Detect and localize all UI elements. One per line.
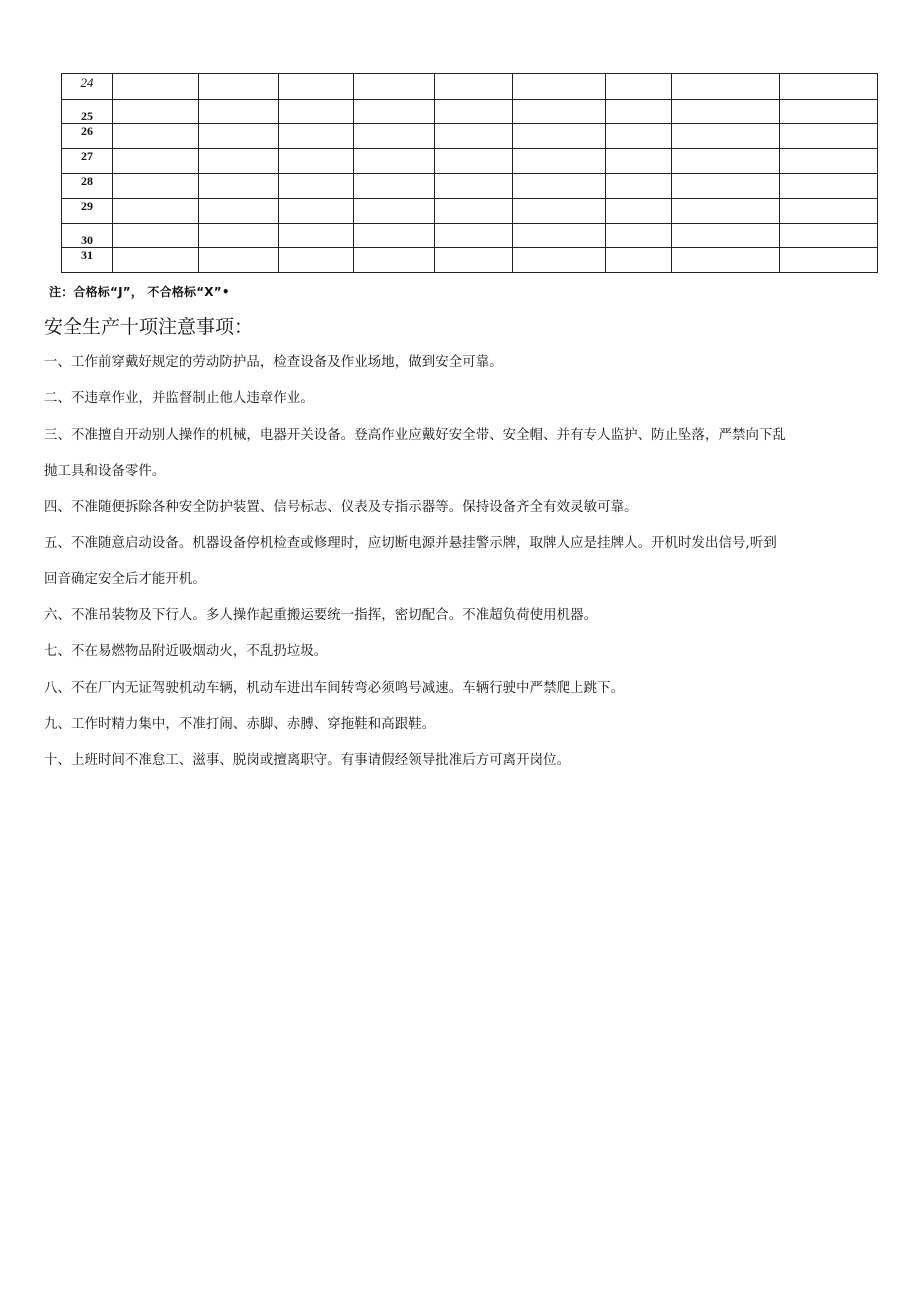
rule-item-4: 四、不准随便拆除各种安全防护装置、信号标志、仪表及专指示器等。保持设备齐全有效灵敏可靠。 — [44, 500, 638, 515]
table-cell — [606, 174, 672, 199]
table-cell — [113, 199, 199, 224]
table-cell — [672, 199, 780, 224]
table-row — [62, 174, 878, 199]
row-number: 25 — [62, 100, 113, 124]
table-cell — [672, 174, 780, 199]
table-cell — [606, 74, 672, 100]
table-cell — [354, 124, 435, 149]
table-cell — [279, 248, 354, 273]
rule-item-3-continued: 抛工具和设备零件。 — [44, 464, 166, 479]
table-row — [62, 248, 878, 273]
rule-item-1: 一、工作前穿戴好规定的劳动防护品，检查设备及作业场地，做到安全可靠。 — [44, 355, 503, 370]
table-row — [62, 149, 878, 174]
table-cell — [780, 174, 878, 199]
rule-item-10: 十、上班时间不准怠工、滋事、脱岗或擅离职守。有事请假经领导批准后方可离开岗位。 — [44, 753, 571, 768]
table-cell — [513, 149, 606, 174]
table-cell — [435, 149, 513, 174]
table-cell — [113, 74, 199, 100]
table-cell — [354, 248, 435, 273]
table-cell — [672, 74, 780, 100]
table-cell — [513, 224, 606, 248]
row-number: 26 — [62, 124, 113, 149]
row-number: 31 — [62, 248, 113, 273]
table-cell — [113, 100, 199, 124]
table-cell — [606, 224, 672, 248]
rule-item-5: 五、不准随意启动设备。机器设备停机检查或修理时，应切断电源并悬挂警示牌，取牌人应是挂牌人。开机时发出信号,听到 — [44, 536, 777, 551]
table-cell — [279, 224, 354, 248]
table-cell — [199, 74, 279, 100]
rule-item-6: 六、不准吊装物及下行人。多人操作起重搬运要统一指挥，密切配合。不准超负荷使用机器。 — [44, 608, 598, 623]
rule-item-3: 三、不准擅自开动别人操作的机械，电器开关设备。登高作业应戴好安全带、安全帽、并有专人监护、防止坠落，严禁向下乱 — [44, 428, 786, 443]
section-title: 安全生产十项注意事项： — [44, 316, 254, 338]
table-cell — [780, 149, 878, 174]
table-cell — [780, 199, 878, 224]
rule-item-2: 二、不违章作业，并监督制止他人违章作业。 — [44, 391, 314, 406]
table-cell — [435, 174, 513, 199]
table-cell — [354, 224, 435, 248]
table-row — [62, 224, 878, 248]
table-cell — [354, 74, 435, 100]
table-cell — [113, 124, 199, 149]
table-note: 注：合格标“J”， 不合格标“X”• — [49, 285, 230, 299]
table-cell — [672, 224, 780, 248]
table-cell — [354, 100, 435, 124]
table-row — [62, 199, 878, 224]
table-cell — [606, 149, 672, 174]
table-cell — [435, 124, 513, 149]
table-cell — [199, 149, 279, 174]
table-cell — [199, 174, 279, 199]
table-cell — [435, 224, 513, 248]
table-row — [62, 100, 878, 124]
table-cell — [435, 100, 513, 124]
table-cell — [435, 74, 513, 100]
table-cell — [513, 199, 606, 224]
table-cell — [435, 199, 513, 224]
table-cell — [199, 100, 279, 124]
table-cell — [780, 100, 878, 124]
table-cell — [780, 248, 878, 273]
table-cell — [780, 224, 878, 248]
table-cell — [279, 100, 354, 124]
rule-item-7: 七、不在易燃物品附近吸烟动火，不乱扔垃圾。 — [44, 644, 328, 659]
table-cell — [606, 124, 672, 149]
rule-item-8: 八、不在厂内无证驾驶机动车辆，机动车进出车间转弯必须鸣号减速。车辆行驶中严禁爬上跳下。 — [44, 681, 625, 696]
table-cell — [513, 100, 606, 124]
table-row — [62, 124, 878, 149]
table-cell — [199, 124, 279, 149]
table-cell — [780, 124, 878, 149]
table-cell — [606, 100, 672, 124]
table-cell — [199, 248, 279, 273]
table-cell — [513, 174, 606, 199]
table-cell — [199, 224, 279, 248]
table-cell — [279, 124, 354, 149]
table-cell — [672, 149, 780, 174]
table-cell — [279, 74, 354, 100]
table-cell — [113, 248, 199, 273]
table-cell — [113, 224, 199, 248]
table-cell — [279, 149, 354, 174]
table-cell — [354, 199, 435, 224]
table-cell — [672, 124, 780, 149]
row-number: 27 — [62, 149, 113, 174]
table-cell — [113, 149, 199, 174]
table-cell — [279, 199, 354, 224]
inspection-table — [61, 73, 878, 273]
row-number: 30 — [62, 224, 113, 248]
table-cell — [780, 74, 878, 100]
table-cell — [199, 199, 279, 224]
table-cell — [113, 174, 199, 199]
table-cell — [513, 248, 606, 273]
rule-item-5-continued: 回音确定安全后才能开机。 — [44, 572, 206, 587]
table-cell — [435, 248, 513, 273]
rule-item-9: 九、工作时精力集中，不准打闹、赤脚、赤膊、穿拖鞋和高跟鞋。 — [44, 717, 436, 732]
table-cell — [606, 199, 672, 224]
table-cell — [672, 248, 780, 273]
table-cell — [513, 74, 606, 100]
table-row — [62, 74, 878, 100]
table-cell — [279, 174, 354, 199]
table-cell — [354, 174, 435, 199]
row-number: 24 — [62, 74, 113, 100]
table-cell — [606, 248, 672, 273]
row-number: 28 — [62, 174, 113, 199]
table-cell — [513, 124, 606, 149]
table-cell — [672, 100, 780, 124]
table-cell — [354, 149, 435, 174]
row-number: 29 — [62, 199, 113, 224]
